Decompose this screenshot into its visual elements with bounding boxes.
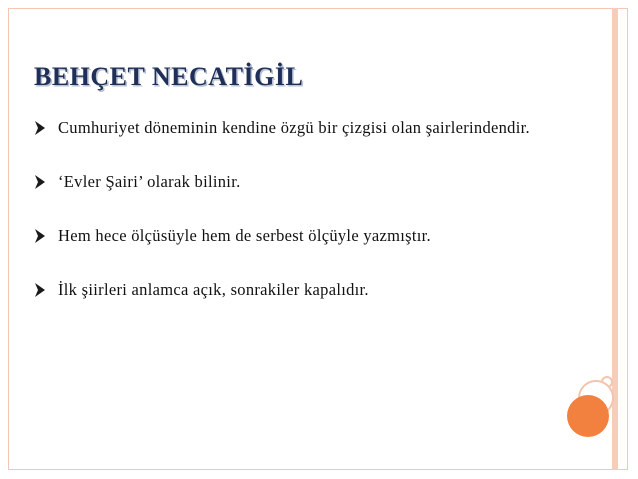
- bullet-text: Cumhuriyet döneminin kendine özgü bir çizgisi olan şairlerindendir.: [58, 118, 530, 137]
- bullet-item: [34, 278, 554, 302]
- arrowhead-bullet-icon: [34, 282, 46, 298]
- arrowhead-bullet-icon: [34, 120, 46, 136]
- bullet-item: [34, 224, 554, 248]
- bullet-item: [34, 170, 554, 194]
- bullet-text: İlk şiirleri anlamca açık, sonrakiler kapalıdır.: [58, 280, 369, 299]
- slide-title: BEHÇET NECATİGİL: [34, 62, 304, 91]
- arrowhead-bullet-icon: [34, 228, 46, 244]
- bullet-text: Hem hece ölçüsüyle hem de serbest ölçüyle yazmıştır.: [58, 226, 431, 245]
- orange-circle-decoration: [567, 395, 609, 437]
- bullet-list: [34, 116, 554, 332]
- bullet-text: ‘Evler Şairi’ olarak bilinir.: [58, 172, 241, 191]
- arrowhead-bullet-icon: [34, 174, 46, 190]
- bullet-item: [34, 116, 554, 140]
